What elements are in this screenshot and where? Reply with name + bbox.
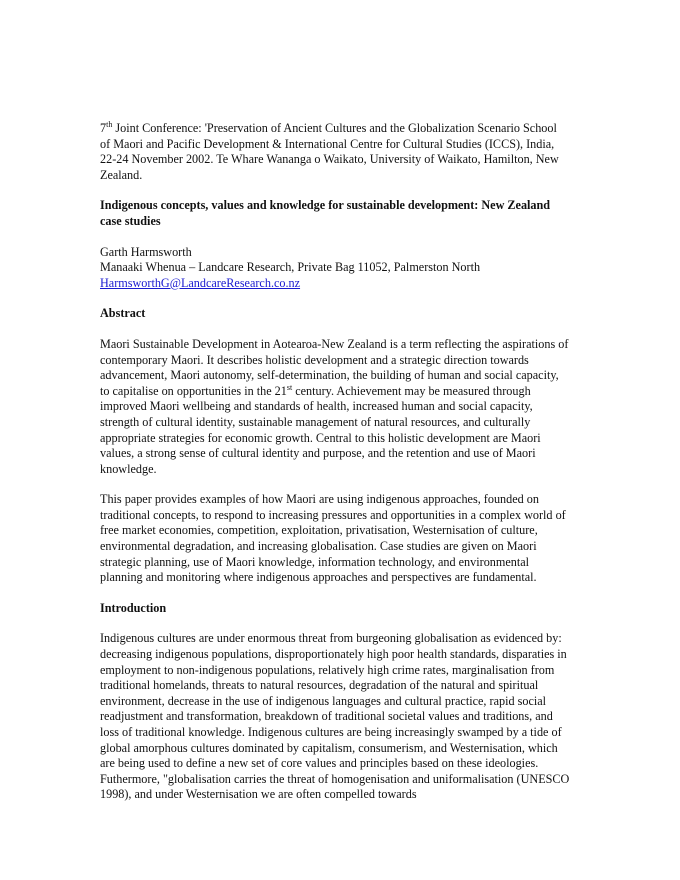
author-affiliation: Manaaki Whenua – Landcare Research, Private Bag 11052, Palmerston North: [100, 260, 481, 275]
conference-ordinal: 7: [100, 121, 107, 135]
abstract-paragraph-2: This paper provides examples of how Maori are using indigenous approaches, founded on traditional concepts, to respond to increasing pressures and opportunities in a complex world of free market economies, competition, exploitation, privatisation, Westernisation of culture, environmental degradation, and increasing globalisation. Case studies are given on Maori strategic planning, use of Maori knowledge, information technology, and environmental planning and monitoring where indigenous approaches and perspectives are fundamental.: [100, 492, 566, 585]
introduction-heading: Introduction: [100, 600, 167, 615]
paper-title: Indigenous concepts, values and knowledge for sustainable development: New Zealand case studies: [100, 198, 551, 228]
introduction-paragraph-1: Indigenous cultures are under enormous threat from burgeoning globalisation as evidenced by: decreasing indigenous populations, disproportionately high poor health standards, disparaties in employment to non-indigenous populations, relatively high crime rates, marginalisation from traditional homelands, threats to natural resources, degradation of the natural and spiritual environment, decrease in the use of indigenous languages and cultural practice, rapid social readjustment and transformation, breakdown of traditional societal values and traditions, and loss of traditional knowledge. Indigenous cultures are being increasingly swamped by a tide of global amorphous cultures dominated by capitalism, consumerism, and Westernisation, which are being used to define a new set of core values and principles based on these ideologies. Futhermore, "globalisation carries the threat of homogenisation and uniformalisation (UNESCO 1998), and under Westernisation we are often compelled towards: [100, 631, 570, 802]
conference-header: [100, 121, 570, 183]
author-name: Garth Harmsworth: [100, 244, 192, 259]
abstract-p1-text-a: Maori Sustainable Development in Aotearoa-New Zealand is a term reflecting the aspirations of contemporary Maori. It describes holistic development and a strategic direction towards advancement, Maori autonomy, self-determination, the building of human and social capacity, to capitalise on opportunities in the 21: [100, 336, 569, 398]
author-block: [100, 245, 570, 292]
conference-ordinal-suffix: th: [106, 119, 113, 129]
abstract-heading: Abstract: [100, 306, 146, 321]
abstract-p1-sup: st: [286, 382, 293, 392]
document-page: [100, 121, 570, 818]
author-email-link[interactable]: HarmsworthG@LandcareResearch.co.nz: [100, 275, 301, 290]
conference-text: Joint Conference: 'Preservation of Ancient Cultures and the Globalization Scenario School of Maori and Pacific Development & International Centre for Cultural Studies (ICCS), India, 22-24 November 2002. Te Whare Wananga o Waikato, University of Waikato, Hamilton, New Zealand.: [100, 121, 559, 182]
abstract-p1-text-b: century. Achievement may be measured through improved Maori wellbeing and standards of health, increased human and social capacity, strength of cultural identity, sustainable management of natural resources, and culturally appropriate strategies for economic growth. Central to this holistic development are Maori values, a strong sense of cultural identity and purpose, and the retention and use of Maori knowledge.: [100, 383, 541, 476]
abstract-paragraph-1: [100, 337, 570, 477]
